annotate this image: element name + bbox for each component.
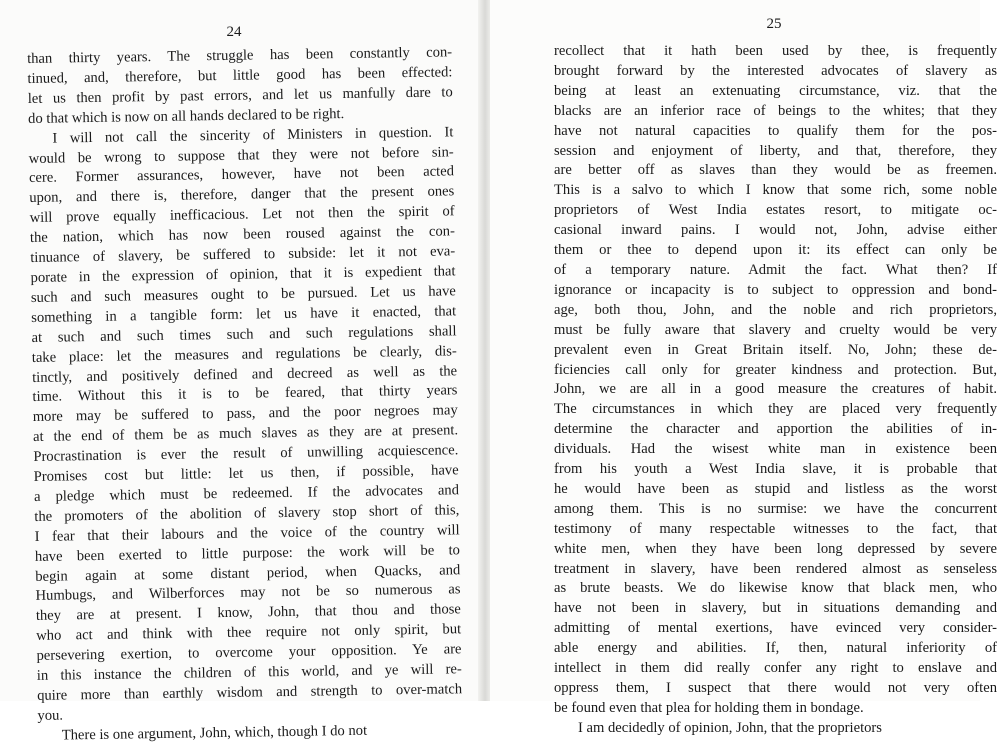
text-line: determine the character and apportion the abilities of in- bbox=[554, 421, 997, 438]
text-line: tinctly, and positively defined and decreed as well as the bbox=[32, 362, 458, 386]
text-line: being at least an extenuating circumstance, viz. that the bbox=[554, 82, 997, 99]
text-line: have not natural capacities to qualify them for the pos- bbox=[554, 122, 997, 139]
text-line: casional inward pains. I would not, John, advise either bbox=[554, 222, 997, 239]
text-line: Humbugs, and Wilberforces may not be so numerous as bbox=[35, 581, 461, 605]
text-line: would be wrong to suppose that they were not before sin- bbox=[28, 143, 454, 167]
text-line: tinued, and, therefore, but little good has been effected: bbox=[27, 64, 453, 87]
left-page-number: 24 bbox=[226, 24, 242, 40]
text-line: them or thee to depend upon it: its effect can only be bbox=[554, 242, 997, 259]
text-line: begin again at some distant period, when Quacks, and bbox=[35, 561, 461, 585]
text-line: Procrastination is ever the result of unwilling acquiescence. bbox=[33, 442, 459, 466]
text-line: he would have been as stupid and listless as the worst bbox=[554, 480, 997, 497]
text-line: blacks are an inferior race of beings to the whites; that they bbox=[554, 102, 997, 119]
left-page bbox=[0, 0, 480, 744]
text-line: porate in the expression of opinion, that it is expedient that bbox=[30, 263, 456, 286]
text-line: session and enjoyment of liberty, and that, therefore, they bbox=[554, 142, 997, 159]
text-line: than thirty years. The struggle has been constantly con- bbox=[27, 44, 453, 67]
right-page-number: 25 bbox=[766, 16, 782, 32]
text-line: I fear that their labours and the voice of the country will bbox=[34, 522, 460, 545]
text-line: John, we are all in a good measure the creatures of habit. bbox=[554, 381, 997, 398]
text-line: who act and think with thee require not only spirit, but bbox=[36, 621, 462, 645]
text-line: you. bbox=[37, 707, 64, 724]
text-line: brought forward by the interested advocates of slavery as bbox=[554, 62, 997, 79]
text-line: do that which is now on all hands declared to be right. bbox=[27, 105, 345, 127]
text-line: prevalent even in Great Britain itself. No, John; these de- bbox=[554, 341, 997, 358]
text-line: cere. Former assurances, however, have not been acted bbox=[28, 163, 455, 187]
text-line: upon, and there is, therefore, danger that the present ones bbox=[29, 183, 455, 207]
text-line: treatment in slavery, have been rendered almost as senseless bbox=[554, 560, 997, 577]
text-line: ficiencies call only for greater kindness and protection. But, bbox=[554, 361, 997, 378]
text-line: age, both thou, John, and the noble and rich proprietors, bbox=[554, 301, 997, 318]
text-line: testimony of many respectable witnesses to the fact, that bbox=[554, 520, 997, 537]
text-line: ignorance or incapacity is to subject to oppression and bond- bbox=[554, 281, 997, 298]
text-line: as brute beasts. We do likewise know that black men, who bbox=[554, 580, 997, 597]
text-line: something in a tangible form: let us have it enacted, that bbox=[31, 303, 457, 326]
text-line: intellect in them did really confer any right to enslave and bbox=[554, 660, 997, 677]
text-line: from his youth a West India slave, it is probable that bbox=[554, 461, 997, 478]
text-line: take place: let the measures and regulations be clearly, dis- bbox=[31, 342, 457, 366]
text-line: This is a salvo to which I know that some rich, some noble bbox=[554, 182, 997, 199]
text-line: the promoters of the abolition of slavery stop short of this, bbox=[34, 502, 460, 525]
text-line: the nation, which has now been roused against the con- bbox=[29, 223, 456, 247]
text-line: at the end of them be as much slaves as they are at present. bbox=[32, 422, 459, 446]
text-line: oppress them, I suspect that there would not very often bbox=[554, 680, 997, 696]
text-line: white men, when they have been long depressed by severe bbox=[554, 540, 997, 557]
text-line: at such and such times such and such regulations shall bbox=[31, 322, 457, 346]
right-page-text bbox=[554, 42, 997, 739]
text-line: they are at present. I know, John, that thou and those bbox=[35, 601, 461, 625]
text-line: The circumstances in which they are placed very frequently bbox=[554, 401, 997, 418]
text-line: such and such measures ought to be pursued. Let us have bbox=[30, 283, 456, 306]
text-line: be found even that plea for holding them in bondage. bbox=[554, 699, 864, 716]
text-line: must be fully aware that slavery and cruelty would be very bbox=[554, 321, 997, 338]
text-line: I will not call the sincerity of Ministers in question. It bbox=[52, 123, 454, 147]
text-line: able energy and abilities. If, then, natural inferiority of bbox=[554, 640, 997, 657]
text-line: are better off as slaves than they would be as freemen. bbox=[554, 162, 997, 179]
text-line: let us then profit by past errors, and let us manfully dare to bbox=[27, 84, 453, 107]
left-page-text bbox=[27, 43, 463, 746]
text-line: in this instance the children of this world, and ye will re- bbox=[36, 661, 462, 685]
text-line: quire more than earthly wisdom and strength to over-match bbox=[37, 681, 463, 704]
text-line: admitting of mental exertions, have evinced very consider- bbox=[554, 620, 997, 637]
text-line: will prove equally inefficacious. Let not then the spirit of bbox=[29, 203, 455, 227]
text-line: Promises cost but little: let us then, if possible, have bbox=[33, 462, 459, 485]
text-line: more may be suffered to pass, and the poor negroes may bbox=[32, 402, 458, 426]
text-line: I am decidedly of opinion, John, that the proprietors bbox=[578, 719, 882, 736]
text-line: proprietors of West India estates resort, to mitigate oc- bbox=[554, 202, 997, 219]
text-line: among them. This is no surmise: we have the concurrent bbox=[554, 500, 997, 517]
text-line: persevering exertion, to overcome your opposition. Ye are bbox=[36, 641, 462, 665]
text-line: have been exerted to little purpose: the work will be to bbox=[34, 541, 461, 565]
text-line: recollect that it hath been used by thee, is frequently bbox=[554, 43, 997, 59]
text-line: There is one argument, John, which, though I do not bbox=[61, 722, 368, 744]
text-line: time. Without this it is to be feared, that thirty years bbox=[32, 382, 458, 406]
text-line: of a temporary nature. Admit the fact. What then? If bbox=[554, 261, 997, 278]
text-line: dividuals. Had the wisest white man in existence been bbox=[554, 441, 997, 458]
text-line: tinuance of slavery, be suffered to subside: let it not eva- bbox=[30, 243, 456, 267]
right-page bbox=[490, 0, 997, 736]
text-line: have not been in slavery, but in situations demanding and bbox=[554, 600, 997, 617]
text-line: a pledge which must be redeemed. If the advocates and bbox=[33, 482, 460, 505]
